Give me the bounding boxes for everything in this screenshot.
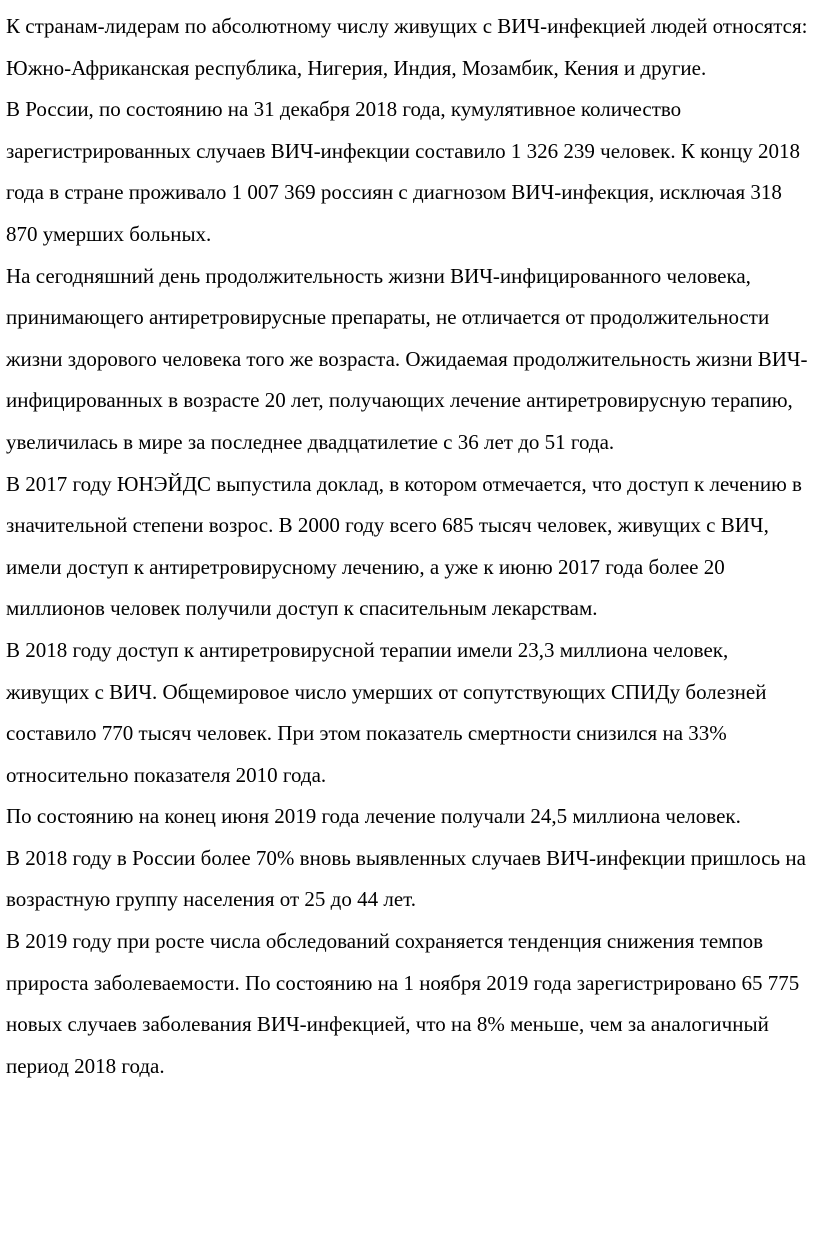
paragraph-2018-therapy: В 2018 году доступ к антиретровирусной терапии имели 23,3 миллиона человек, живущих с ВИЧ. Общемировое число умерших от сопутствующих СПИДу болезней составило 770 тысяч человек. При этом показатель смертности снизился на 33% относительно показателя 2010 года.	[6, 637, 767, 787]
paragraph-june-2019: По состоянию на конец июня 2019 года лечение получали 24,5 миллиона человек.	[6, 804, 741, 829]
paragraph-life-expectancy: На сегодняшний день продолжительность жизни ВИЧ-инфицированного человека, принимающего антиретровирусные препараты, не отличается от продолжительности жизни здорового человека того же возраста. Ожидаемая продолжительность жизни ВИЧ-инфицированных в возрасте 20 лет, получающих лечение антиретровирусную терапию, увеличилась в мире за последнее двадцатилетие с 36 лет до 51 года.	[6, 263, 808, 454]
paragraph-russia-cumulative: В России, по состоянию на 31 декабря 2018 года, кумулятивное количество зарегистрированных случаев ВИЧ-инфекции составило 1 326 239 человек. К концу 2018 года в стране проживало 1 007 369 россиян с диагнозом ВИЧ-инфекция, исключая 318 870 умерших больных.	[6, 97, 800, 246]
paragraph-countries-leaders: К странам-лидерам по абсолютному числу живущих с ВИЧ-инфекцией людей относятся: Южно-Африканская республика, Нигерия, Индия, Мозамбик, Кения и другие.	[6, 14, 808, 80]
paragraph-2019-trend: В 2019 году при росте числа обследований сохраняется тенденция снижения темпов прироста заболеваемости. По состоянию на 1 ноября 2019 года зарегистрировано 65 775 новых случаев заболевания ВИЧ-инфекцией, что на 8% меньше, чем за аналогичный период 2018 года.	[6, 929, 800, 1078]
paragraph-russia-age-group: В 2018 году в России более 70% вновь выявленных случаев ВИЧ-инфекции пришлось на возрастную группу населения от 25 до 44 лет.	[6, 845, 806, 912]
paragraph-unaids-2017: В 2017 году ЮНЭЙДС выпустила доклад, в котором отмечается, что доступ к лечению в значительной степени возрос. В 2000 году всего 685 тысяч человек, живущих с ВИЧ, имели доступ к антиретровирусному лечению, а уже к июню 2017 года более 20 миллионов человек получили доступ к спасительным лекарствам.	[6, 471, 802, 621]
